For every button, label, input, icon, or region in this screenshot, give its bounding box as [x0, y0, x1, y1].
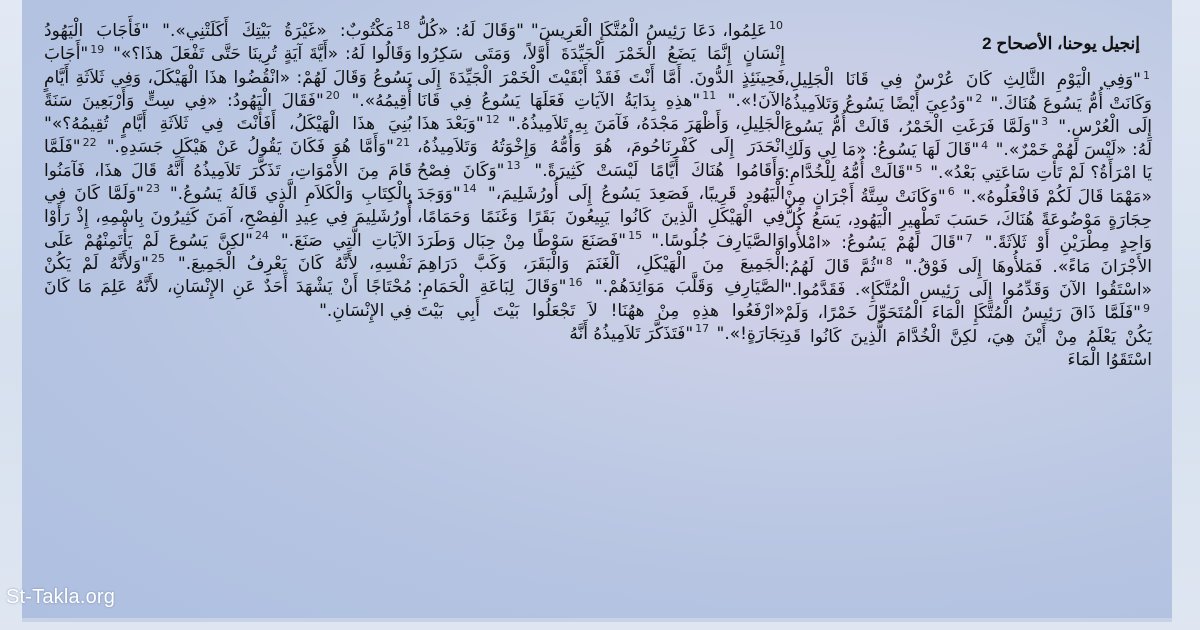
- verse-text: "وَلأَنَّهُ لَمْ يَكُنْ مُحْتَاجًا أَنْ يَشْهَدَ أَحَدٌ عَنِ الإِنْسَانِ، لأَنَّهُ عَلِمَ مَا كَانَ فِي الإِنْسَانِ.": [44, 253, 412, 321]
- column-middle: [417, 20, 785, 346]
- watermark-text: St-Takla.org: [6, 586, 116, 608]
- column-right: [784, 10, 1152, 372]
- verse-number: 4: [981, 138, 989, 152]
- verse-text: "قَالَتْ أُمُّهُ لِلْخُدَّامِ: «مَهْمَا قَالَ لَكُمْ فَافْعَلُوهُ».": [784, 163, 1153, 207]
- verse-text: "قَالَ لَهُمْ يَسُوعُ: «امْلأُوا الأَجْرَانَ مَاءً». فَمَلأُوهَا إِلَى فَوْقُ.": [784, 233, 1153, 277]
- verse: [107, 137, 412, 157]
- verse-number: 11: [702, 89, 717, 103]
- verse-number: 18: [396, 19, 410, 33]
- verse-text: "وَكَانَ فِصْحُ الْيَهُودِ قَرِيبًا، فَصَعِدَ يَسُوعُ إِلَى أُورُشَلِيمَ،": [417, 160, 786, 205]
- verse-number: 25: [150, 252, 165, 266]
- verse-number: 13: [506, 159, 521, 173]
- verse-number: 17: [695, 322, 710, 336]
- verse-number: 5: [915, 161, 923, 175]
- verse-number: 19: [90, 42, 105, 56]
- verse: [569, 324, 711, 344]
- verse-number: 23: [145, 182, 160, 196]
- verse-text: "وَقَالَ لِبَاعَةِ الْحَمَامِ: «ارْفَعُوا هذِهِ مِنْ ههُنَا! لاَ تَجْعَلُوا بَيْتَ أَبِي بَيْتَ تِجَارَةٍ!».": [417, 277, 785, 344]
- verses-middle: [417, 20, 785, 346]
- verse-text: "أَجَابَ يَسُوعُ وَقَالَ لَهُمْ: «انْقُضُوا هذَا الْهَيْكَلَ، وَفِي ثَلاَثَةِ أَيَّامٍ أُقِيمُهُ».": [44, 44, 413, 111]
- verse-number: 22: [82, 135, 97, 149]
- verse-text: "فَلَمَّا ذَاقَ رَئِيسُ الْمُتَّكَإِ الْمَاءَ الْمُتَحَوِّلَ خَمْرًا، وَلَمْ يَكُنْ يَعْلَمُ مِنْ أَيْنَ هِيَ، لكِنَّ الْخُدَّامَ الَّذِينَ كَانُوا قَدِ اسْتَقَوُا الْمَاءَ: [784, 303, 1152, 370]
- verse-number: 12: [485, 112, 500, 126]
- verses-left: [44, 20, 412, 323]
- verse-number: 20: [325, 89, 340, 103]
- verse-text: "فَقَالَ الْيَهُودُ: «فِي سِتٍّ وَأَرْبَعِينَ سَنَةً بُنِيَ هذَا الْهَيْكَلُ، أَفَأَنْتَ فِي ثَلاَثَةِ أَيَّامٍ تُقِيمُهُ؟»": [44, 90, 412, 135]
- verse-text: عَلِمُوا، دَعَا رَئِيسُ الْمُتَّكَإِ الْعَرِيسَ" "وَقَالَ لَهُ: «كُلُّ إِنْسَانٍ إِنَّمَا يَضَعُ الْخَمْرَ الْجَيِّدَةَ أَوَّلاً، وَمَتَى سَكِرُوا فَحِينَئِذٍ الدُّونَ. أَمَّا أَنْتَ فَقَدْ أَبْقَيْتَ الْخَمْرَ الْجَيِّدَةَ إِلَى الآنَ!».": [417, 21, 785, 111]
- verse-number: 9: [1143, 301, 1150, 315]
- verse-text: "وَأَمَّا هُوَ فَكَانَ يَقُولُ عَنْ هَيْكَلِ جَسَدِهِ.": [106, 137, 394, 158]
- verse: [784, 303, 1152, 370]
- verse-number: 24: [254, 229, 269, 243]
- verse-text: "وَفِي الْيَوْمِ الثَّالِثِ كَانَ عُرْسٌ فِي قَانَا الْجَلِيلِ، وَكَانَتْ أُمُّ يَسُوعَ هُنَاكَ.": [784, 70, 1153, 114]
- verse-number: 15: [628, 229, 643, 243]
- verse-text: "لكِنَّ يَسُوعَ لَمْ يَأْتَمِنْهُمْ عَلَى نَفْسِهِ، لأَنَّهُ كَانَ يَعْرِفُ الْجَمِيعَ.": [44, 230, 412, 274]
- verse-number: 6: [947, 185, 955, 199]
- verse-text: "هذِهِ بِدَايَةُ الآيَاتِ فَعَلَهَا يَسُوعُ فِي قَانَا الْجَلِيلِ، وَأَظْهَرَ مَجْدَهُ، فَآمَنَ بِهِ تَلاَمِيذُهُ.": [417, 90, 786, 135]
- verse-number: 10: [769, 19, 783, 33]
- verse-text: "وَلَمَّا فَرَغَتِ الْخَمْرُ، قَالَتْ أُمُّ يَسُوعَ لَهُ: «لَيْسَ لَهُمْ خَمْرٌ».": [784, 116, 1152, 161]
- verse-number: 1: [1143, 68, 1150, 82]
- verse-text: "وَبَعْدَ هذَا انْحَدَرَ إِلَى كَفْرِنَاحُومَ، هُوَ وَأُمُّهُ وَإِخْوَتُهُ وَتَلاَمِيذُهُ، وَأَقَامُوا هُنَاكَ أَيَّامًا لَيْسَتْ كَثِيرَةً.": [417, 114, 786, 181]
- verse-text: "وَوَجَدَ فِي الْهَيْكَلِ الَّذِينَ كَانُوا يَبِيعُونَ بَقَرًا وَغَنَمًا وَحَمَامًا، وَالصَّيَارِفَ جُلُوسًا.": [417, 184, 785, 251]
- verse-text: مَكْتُوبٌ: «غَيْرَةُ بَيْتِكَ أَكَلَتْنِي»." "فَأَجَابَ الْيَهُودُ وَقَالُوا لَهُ: «أَيَّةَ آيَةٍ تُرِينَا حَتَّى تَفْعَلَ هذَا؟»": [44, 21, 413, 65]
- verse-number: 7: [965, 231, 973, 245]
- verse-number: 3: [1041, 115, 1049, 129]
- column-left: [44, 20, 412, 323]
- verse-text: "فَصَنَعَ سَوْطًا مِنْ حِبَال وَطَرَدَ الْجَمِيعَ مِنَ الْهَيْكَلِ، اَلْغَنَمَ وَالْبَقَرَ، وَكَبَّ دَرَاهِمَ الصَّيَارِفِ وَقَلَّبَ مَوَائِدَهُمْ.": [417, 230, 785, 298]
- verse-number: 16: [568, 275, 583, 289]
- verse-number: 2: [975, 91, 983, 105]
- verse-text: "وَدُعِيَ أَيْضًا يَسُوعُ وَتَلاَمِيذُهُ إِلَى الْعُرْسِ.": [784, 93, 1153, 137]
- verse-text: "وَكَانَتْ سِتَّةُ أَجْرَانٍ مِنْ حِجَارَةٍ مَوْضُوعَةً هُنَاكَ، حَسَبَ تَطْهِيرِ الْيَهُودِ، يَسَعُ كُلُّ وَاحِدٍ مِطْرَيْنِ أَوْ ثَلاَثَةً.": [784, 186, 1152, 254]
- verses-right: [784, 69, 1152, 372]
- verse-text: "فَلَمَّا قَامَ مِنَ الأَمْوَاتِ، تَذَكَّرَ تَلاَمِيذُهُ أَنَّهُ قَالَ هذَا، فَآمَنُوا بِالْكِتَابِ وَالْكَلاَمِ الَّذِي قَالَهُ يَسُوعُ.": [44, 137, 413, 205]
- verse-text: "وَلَمَّا كَانَ فِي أُورُشَلِيمَ فِي عِيدِ الْفِصْحِ، آمَنَ كَثِيرُونَ بِاسْمِهِ، إِذْ رَأَوْا الآيَاتِ الَّتِي صَنَعَ.": [44, 184, 413, 251]
- verse-number: 14: [462, 182, 477, 196]
- verse-text: "ثُمَّ قَالَ لَهُمُ: «اسْتَقُوا الآنَ وَقَدِّمُوا إِلَى رَئِيسِ الْمُتَّكَإِ». فَقَدَّمُوا.": [784, 256, 1152, 300]
- verse-text: "قَالَ لَهَا يَسُوعُ: «مَا لِي وَلَكِ يَا امْرَأَةُ؟ لَمْ تَأْتِ سَاعَتِي بَعْدُ».": [784, 140, 1152, 184]
- verse-number: 21: [396, 135, 410, 149]
- verse-text: "فَتَذَكَّرَ تَلاَمِيذُهُ أَنَّهُ: [569, 323, 694, 344]
- chapter-title: إنجيل يوحنا، الأصحاح 2: [982, 34, 1140, 53]
- verse-panel: [22, 0, 1172, 622]
- verse-number: 8: [885, 255, 893, 269]
